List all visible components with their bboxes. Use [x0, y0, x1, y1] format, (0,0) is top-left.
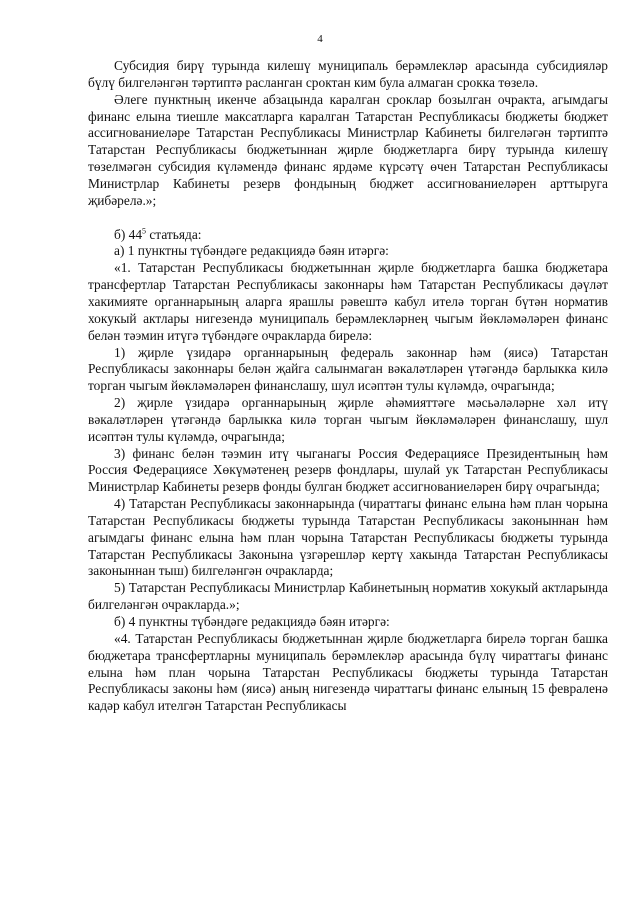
paragraph: «4. Татарстан Республикасы бюджетыннан җирле бюджетларга бирелә торган башка бюджетара трансфертларны муниципаль берәмлекләр арасында бүлү чираттагы финанс елына һәм план чорына Татарстан Республикасы бюджеты турында Татарстан Республикасы законы һәм (яисә) аның нигезендә чираттагы финанс елының 15 февраленә кадәр кабул ителгән Татарстан Республикасы — [88, 630, 608, 714]
list-item: 1) җирле үзидарә органнарының федераль законнар һәм (яисә) Татарстан Республикасы законнары белән җайга салынмаган вәкаләтләрен үтәгәндә барлыкка килә торган чыгым йөкләмәләрен финанслашу, шул исәптән тулы күләмдә, очрагында; — [88, 344, 608, 394]
list-item: 4) Татарстан Республикасы законнарында (чираттагы финанс елына һәм план чорына Татарстан Республикасы бюджеты турында Татарстан Республикасы законыннан һәм агымдагы финанс елына һәм план чорына Татарстан Республикасы бюджеты турында Татарстан Республикасы Законына үзгәрешләр кертү хакында Татарстан Республикасы законыннан тыш) билгеләнгән очракларда; — [88, 496, 608, 579]
paragraph: Әлеге пунктның икенче абзацында каралган сроклар бозылган очракта, агымдагы финанс елына тиешле максатларга каралган Татарстан Республикасы бюджеты бюджет ассигнованиеләре Татарстан Республикасы Министрлар Кабинеты билгеләгән тәртиптә Татарстан Республикасы бюджетыннан җирле бюджетларга бирү турында килешү төзелмәгән субсидия күләмендә финанс ярдәме күрсәтү өчен Татарстан Республикасы Министрлар Кабинеты резерв фондының бюджет ассигнованиеләрен арттыруга җибәрелә.»; — [88, 91, 608, 208]
article-prefix: б) 44 — [114, 226, 143, 242]
article-heading — [88, 227, 608, 244]
paragraph: а) 1 пунктны түбәндәге редакциядә бәян итәргә: — [114, 243, 389, 259]
list-item: 2) җирле үзидарә органнарының җирле әһәмияттәге мәсьәләләрне хәл итү вәкаләтләрен үтәгәндә барлыкка килә торган чыгым йөкләмәләрен финанслашу, шул исәптән тулы күләмдә, очрагында; — [88, 395, 608, 444]
list-item: 3) финанс белән тәэмин итү чыганагы Россия Федерациясе Президентының һәм Россия Федерациясе Хөкүмәтенең резерв фондлары, шулай ук Татарстан Республикасы Министрлар Кабинеты резерв фонды булган бюджет ассигнованиеләрен бирү очрагында; — [88, 445, 608, 495]
page-number: 4 — [317, 33, 323, 45]
list-item: 5) Татарстан Республикасы Министрлар Кабинетының норматив хокукый актларында билгеләнгән очракларда.»; — [88, 580, 608, 613]
paragraph: Субсидия бирү турында килешү муниципаль берәмлекләр арасында субсидияләр бүлү билгеләнгән тәртиптә расланган сроктан ким була алмаган срокка төзелә. — [88, 58, 608, 90]
paragraph: «1. Татарстан Республикасы бюджетыннан җирле бюджетларга башка бюджетара трансфертлар Татарстан Республикасы законнары һәм Татарстан Республикасы дәүләт хакимияте органнарының аларга ярашлы рәвештә кабул ителә торган бүтән норматив хокукый актлары нигезендә муниципаль берәмлекләрнең чыгым йөкләмәләрен финанс белән тәэмин итүгә түбәндәге очракларда бирелә: — [88, 260, 608, 343]
article-suffix: статьяда: — [146, 226, 202, 242]
article-superscript: 5 — [142, 226, 147, 236]
paragraph: б) 4 пунктны түбәндәге редакциядә бәян итәргә: — [114, 614, 390, 629]
document-body — [88, 58, 608, 715]
